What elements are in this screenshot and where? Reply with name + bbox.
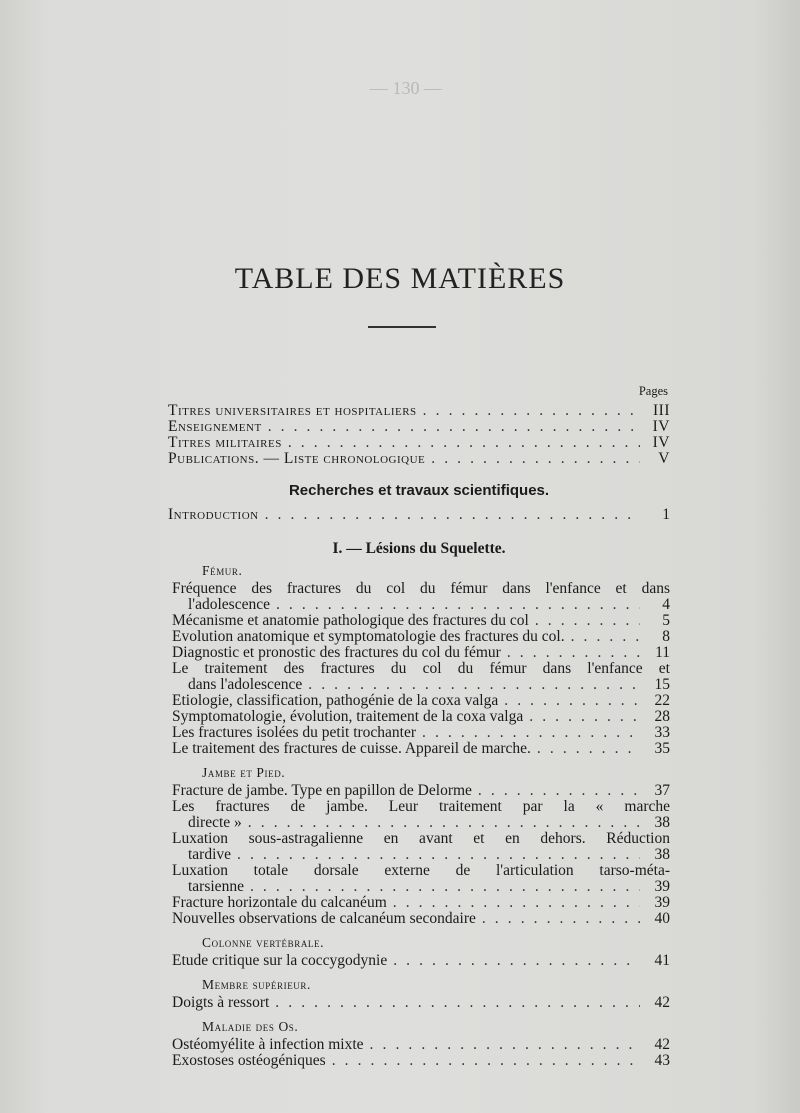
toc-entry-page: 40: [654, 910, 670, 927]
toc-entry-label: Publications. — Liste chronologique: [168, 450, 426, 467]
toc-entry-line: [172, 895, 670, 911]
toc-entry-page: IV: [652, 434, 670, 451]
leader-dots: [535, 613, 640, 629]
toc-entry-introduction: [168, 507, 670, 523]
sections-container: [168, 563, 670, 1069]
toc-entry: [168, 403, 670, 419]
toc-entry-page: 41: [654, 952, 670, 969]
toc-entry-page: 38: [654, 846, 670, 863]
part-heading: Recherches et travaux scientifiques.: [288, 482, 550, 499]
toc-entry-label: Evolution anatomique et symptomatologie des fractures du col.: [172, 628, 565, 645]
pages-column-label: Pages: [638, 384, 668, 398]
leader-dots: [393, 895, 640, 911]
leader-dots: [276, 597, 640, 613]
toc-entry-page: 4: [662, 596, 670, 613]
leader-dots: [504, 693, 640, 709]
toc-entry: [168, 953, 670, 969]
toc-entry-line: [172, 613, 670, 629]
leader-dots: [288, 435, 640, 451]
toc-entry-label-line1: Luxation totale dorsale externe de l'articulation tarso-méta-: [172, 862, 670, 879]
leader-dots: [431, 451, 640, 467]
toc-entry-page: 39: [654, 878, 670, 895]
section-heading: Fémur.: [202, 563, 243, 578]
toc-entry-line: [172, 911, 670, 927]
leader-dots: [275, 995, 640, 1011]
toc-entry-label: Les fractures isolées du petit trochanter: [172, 724, 417, 741]
toc-entry-label: Ostéomyélite à infection mixte: [172, 1036, 364, 1053]
leader-dots: [268, 419, 640, 435]
toc-entry: [168, 995, 670, 1011]
toc-entry: [168, 911, 670, 927]
toc-entry-page: 43: [654, 1052, 670, 1069]
toc-entry-line: [172, 709, 670, 725]
toc-entry: [168, 725, 670, 741]
toc-entry-label: Le traitement des fractures de cuisse. Appareil de marche.: [172, 740, 531, 757]
toc-entry: [168, 783, 670, 799]
toc-entry: [168, 863, 670, 895]
toc-entry: [168, 693, 670, 709]
toc-entry-page: 15: [654, 676, 670, 693]
toc-entry: [168, 613, 670, 629]
title-rule: [368, 326, 436, 328]
toc-entry-label: directe »: [188, 814, 242, 831]
toc-entry-label: dans l'adolescence: [188, 676, 303, 693]
toc-entry: [168, 435, 670, 451]
toc-entry-line: [172, 1053, 670, 1069]
toc-entry-label: tardive: [188, 846, 232, 863]
toc-entry-label: Exostoses ostéogéniques: [172, 1052, 326, 1069]
leader-dots: [507, 645, 640, 661]
toc-entry-page: 42: [654, 1036, 670, 1053]
leader-dots: [265, 507, 640, 523]
toc-entry-label: tarsienne: [188, 878, 244, 895]
toc-entry-page: 28: [654, 708, 670, 725]
toc-entry: [168, 581, 670, 613]
toc-entry-label: Titres militaires: [168, 434, 282, 451]
leader-dots: [237, 847, 640, 863]
toc-entry: [168, 629, 670, 645]
toc-entry: [168, 709, 670, 725]
toc-entry: [168, 419, 670, 435]
toc-entry-line: [172, 597, 670, 613]
toc-entry-page: III: [653, 402, 670, 419]
toc-entry: [168, 1053, 670, 1069]
toc-entry-line: [172, 677, 670, 693]
toc-entry-label: Etiologie, classification, pathogénie de la coxa valga: [172, 692, 499, 709]
leader-dots: [308, 677, 640, 693]
toc-entry: [168, 799, 670, 831]
section-heading: Jambe et Pied.: [202, 765, 286, 780]
leader-dots: [250, 879, 640, 895]
toc-entry-label: l'adolescence: [188, 596, 270, 613]
toc-entry-line: [172, 725, 670, 741]
toc-entry-line: [172, 741, 670, 757]
toc-entry-label: Enseignement: [168, 418, 262, 435]
leader-dots: [393, 953, 640, 969]
toc-entry: [168, 1037, 670, 1053]
toc-entry-page: 33: [654, 724, 670, 741]
toc-entry-label-line1: Fréquence des fractures du col du fémur dans l'enfance et dans: [172, 580, 670, 597]
leader-dots: [478, 783, 640, 799]
table-of-contents: [168, 383, 670, 1069]
leader-dots: [529, 709, 640, 725]
toc-entry-label: Introduction: [168, 506, 259, 523]
toc-entry-line: [172, 693, 670, 709]
toc-entry: [168, 661, 670, 693]
toc-entry-line: [172, 1037, 670, 1053]
toc-entry-label: Fracture horizontale du calcanéum: [172, 894, 387, 911]
toc-entry-line: [172, 953, 670, 969]
page-title: TABLE DES MATIÈRES: [234, 262, 566, 295]
toc-entry-label: Symptomatologie, évolution, traitement de la coxa valga: [172, 708, 524, 725]
toc-entry-page: 5: [662, 612, 670, 629]
leader-dots: [537, 741, 640, 757]
toc-entry-line: [172, 995, 670, 1011]
toc-entry-page: 1: [662, 506, 670, 523]
leader-dots: [370, 1037, 640, 1053]
toc-entry-line: [172, 847, 670, 863]
toc-entry-page: 37: [654, 782, 670, 799]
toc-entry-page: V: [658, 450, 670, 467]
toc-entry-label: Nouvelles observations de calcanéum secondaire: [172, 910, 476, 927]
section-heading: Colonne vertébrale.: [202, 935, 325, 950]
toc-entry-page: 38: [654, 814, 670, 831]
toc-entry-line: [172, 783, 670, 799]
section-heading: Maladie des Os.: [202, 1019, 299, 1034]
leader-dots: [423, 403, 640, 419]
chapter-heading: I. — Lésions du Squelette.: [332, 540, 506, 557]
toc-entry-label-line1: Les fractures de jambe. Leur traitement par la « marche: [172, 798, 670, 815]
toc-entry-page: 22: [654, 692, 670, 709]
toc-entry-label: Doigts à ressort: [172, 994, 270, 1011]
toc-entry: [168, 831, 670, 863]
toc-entry: [168, 645, 670, 661]
toc-entry-page: IV: [652, 418, 670, 435]
toc-entry-page: 35: [654, 740, 670, 757]
toc-entry-label: Fracture de jambe. Type en papillon de Delorme: [172, 782, 472, 799]
toc-entry-label-line1: Luxation sous-astragalienne en avant et en dehors. Réduction: [172, 830, 670, 847]
toc-entry-label: Diagnostic et pronostic des fractures du col du fémur: [172, 644, 501, 661]
toc-entry-page: 11: [655, 644, 670, 661]
toc-entry-label-line1: Le traitement des fractures du col du fémur dans l'enfance et: [172, 660, 670, 677]
bleed-through-page-number: — 130 —: [370, 78, 442, 98]
toc-entry-page: 8: [662, 628, 670, 645]
toc-entry-line: [172, 629, 670, 645]
toc-entry: [168, 895, 670, 911]
section-heading: Membre supérieur.: [202, 977, 311, 992]
leader-dots: [422, 725, 640, 741]
toc-entry-line: [172, 815, 670, 831]
toc-entry: [168, 741, 670, 757]
leader-dots: [571, 629, 640, 645]
leader-dots: [248, 815, 640, 831]
toc-entry-label: Titres universitaires et hospitaliers: [168, 402, 417, 419]
toc-entry-line: [172, 879, 670, 895]
toc-entry-page: 39: [654, 894, 670, 911]
toc-entry: [168, 451, 670, 467]
toc-entry-page: 42: [654, 994, 670, 1011]
toc-entry-label: Etude critique sur la coccygodynie: [172, 952, 388, 969]
toc-entry-label: Mécanisme et anatomie pathologique des fractures du col: [172, 612, 529, 629]
toc-entry-line: [172, 645, 670, 661]
leader-dots: [482, 911, 640, 927]
leader-dots: [332, 1053, 640, 1069]
